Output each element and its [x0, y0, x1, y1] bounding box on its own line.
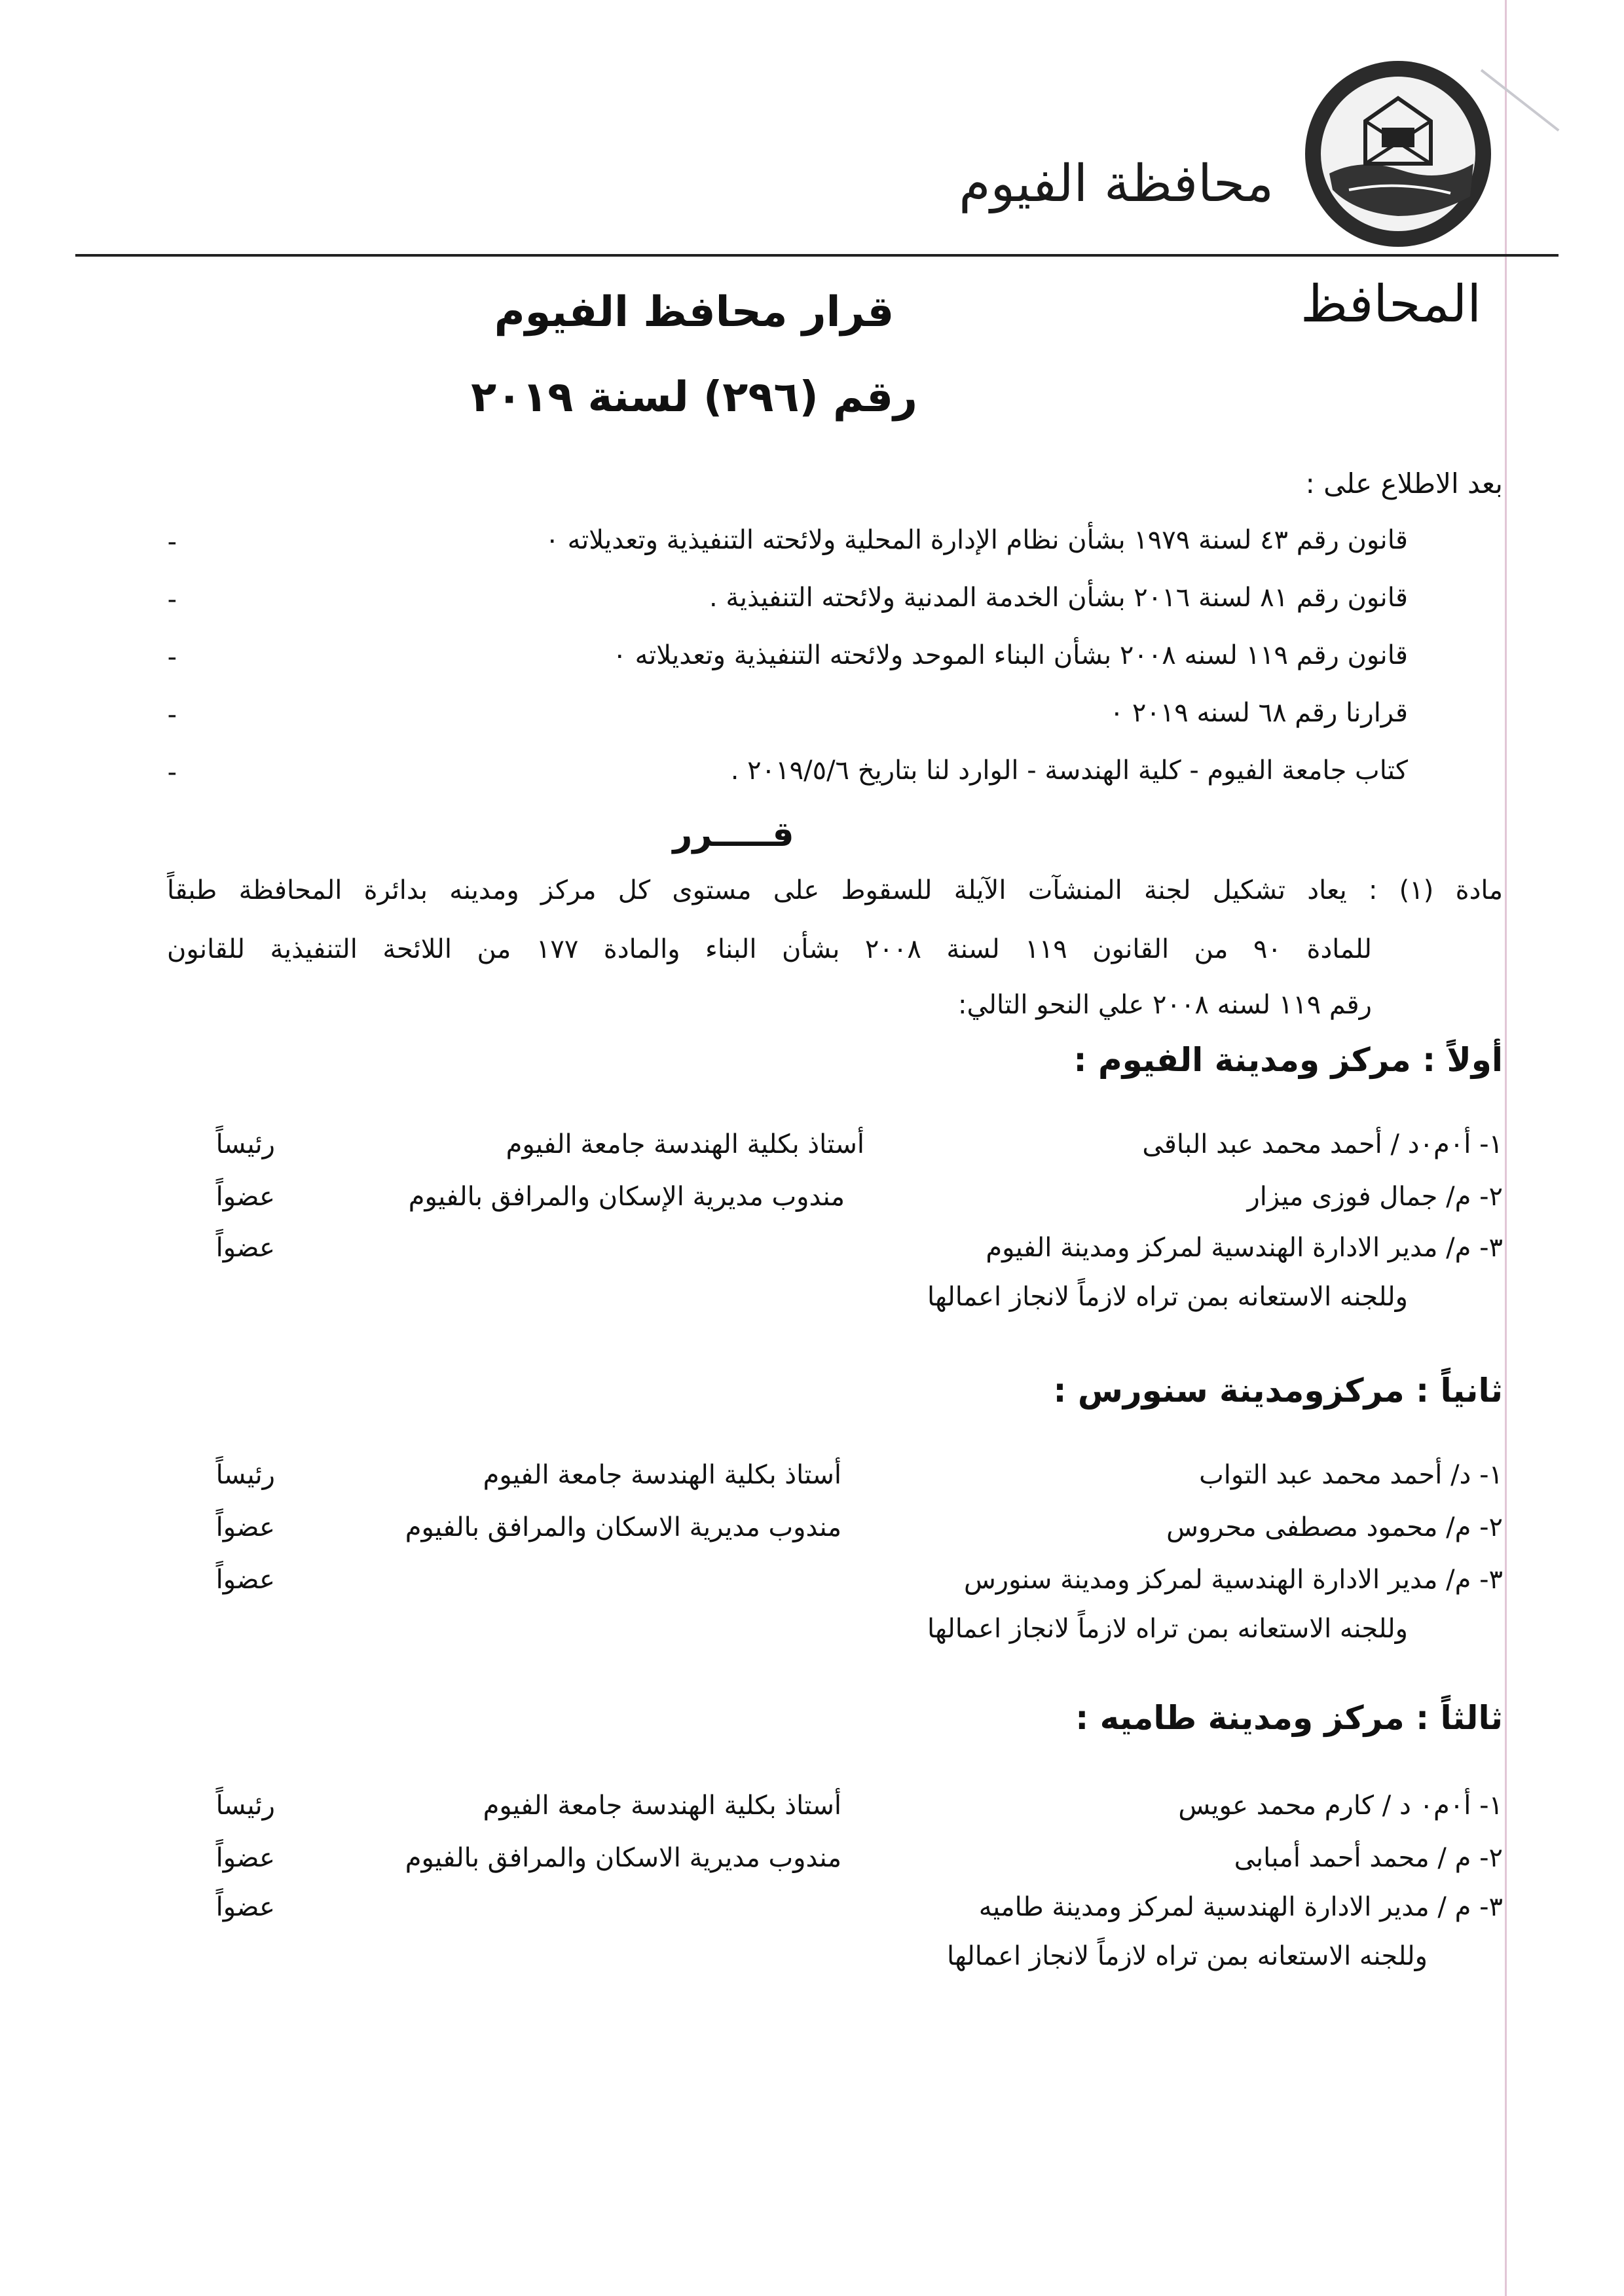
governor-label: المحافظ [1301, 275, 1481, 334]
preamble-item: قانون رقم ٨١ لسنة ٢٠١٦ بشأن الخدمة المدنية ولائحته التنفيذية . [709, 583, 1408, 613]
member-affiliation: مندوب مديرية الاسكان والمرافق بالفيوم [405, 1512, 841, 1542]
preamble-bullet: - [167, 757, 177, 788]
preamble-item: قانون رقم ٤٣ لسنة ١٩٧٩ بشأن نظام الإدارة المحلية ولائحته التنفيذية وتعديلاته ٠ [545, 525, 1408, 555]
member-role: عضواً [215, 1843, 275, 1873]
member-role: رئيساً [215, 1791, 275, 1821]
section-title-tamiya: ثالثاً : مركز ومدينة طاميه : [1075, 1699, 1503, 1737]
article-1-line-2: للمادة ٩٠ من القانون ١١٩ لسنة ٢٠٠٨ بشأن البناء والمادة ١٧٧ من اللائحة التنفيذية للقانون [167, 934, 1372, 964]
member-affiliation: أستاذ بكلية الهندسة جامعة الفيوم [483, 1460, 841, 1490]
article-1-line-3: رقم ١١٩ لسنه ٢٠٠٨ علي النحو التالي: [957, 990, 1372, 1020]
member-name: ٢- م/ محمود مصطفى محروس [1166, 1512, 1503, 1542]
decree-title: قرار محافظ الفيوم [494, 288, 895, 337]
preamble-item: كتاب جامعة الفيوم - كلية الهندسة - الوارد لنا بتاريخ ٢٠١٩/٥/٦ . [730, 756, 1408, 786]
decree-number: رقم (٢٩٦) لسنة ٢٠١٩ [471, 373, 917, 422]
preamble-intro: بعد الاطلاع على : [1305, 467, 1503, 500]
member-affiliation: أستاذ بكلية الهندسة جامعة الفيوم [483, 1791, 841, 1821]
member-name: ٣- م/ مدير الادارة الهندسية لمركز ومدينة سنورس [963, 1565, 1503, 1595]
member-affiliation: مندوب مديرية الاسكان والمرافق بالفيوم [405, 1843, 841, 1873]
header-divider [75, 254, 1559, 257]
governorate-name: محافظة الفيوم [959, 155, 1274, 213]
member-name: ٣- م / مدير الادارة الهندسية لمركز ومدينة طاميه [978, 1892, 1503, 1922]
member-name: ٢- م/ جمال فوزى ميزار [1247, 1182, 1503, 1212]
member-name: ١- أ٠م٠ د / كارم محمد عويس [1178, 1791, 1503, 1821]
governorate-seal-icon [1303, 59, 1493, 249]
member-affiliation: أستاذ بكلية الهندسة جامعة الفيوم [506, 1129, 864, 1159]
member-name: ٣- م/ مدير الادارة الهندسية لمركز ومدينة الفيوم [986, 1233, 1503, 1263]
member-role: رئيساً [215, 1460, 275, 1490]
member-role: عضواً [215, 1512, 275, 1542]
preamble-bullet: - [167, 527, 177, 557]
preamble-bullet: - [167, 700, 177, 730]
article-1-line-1: مادة (١) : يعاد تشكيل لجنة المنشآت الآيلة للسقوط على مستوى كل مركز ومدينه بدائرة المحافظة طبقاً [167, 875, 1504, 905]
decided-heading: قـــــرر [673, 815, 794, 854]
preamble-bullet: - [167, 642, 177, 672]
scan-edge-line [1505, 0, 1507, 2296]
preamble-item: قانون رقم ١١٩ لسنه ٢٠٠٨ بشأن البناء الموحد ولائحته التنفيذية وتعديلاته ٠ [612, 640, 1408, 670]
member-role: عضواً [215, 1182, 275, 1212]
assist-note: وللجنه الاستعانه بمن تراه لازماً لانجاز اعمالها [946, 1941, 1428, 1971]
preamble-bullet: - [167, 585, 177, 615]
assist-note: وللجنه الاستعانه بمن تراه لازماً لانجاز اعمالها [927, 1282, 1408, 1312]
member-role: رئيساً [215, 1129, 275, 1159]
member-role: عضواً [215, 1892, 275, 1922]
member-name: ٢- م / محمد أحمد أمبابى [1234, 1843, 1503, 1873]
member-affiliation: مندوب مديرية الإسكان والمرافق بالفيوم [408, 1182, 845, 1212]
assist-note: وللجنه الاستعانه بمن تراه لازماً لانجاز اعمالها [927, 1614, 1408, 1644]
member-name: ١- د/ أحمد محمد عبد التواب [1199, 1460, 1503, 1490]
section-title-fayoum: أولاً : مركز ومدينة الفيوم : [1073, 1041, 1503, 1079]
member-role: عضواً [215, 1565, 275, 1595]
member-name: ١- أ٠م٠د / أحمد محمد عبد الباقى [1142, 1129, 1503, 1159]
member-role: عضواً [215, 1233, 275, 1263]
preamble-item: قرارنا رقم ٦٨ لسنه ٢٠١٩ ٠ [1109, 698, 1408, 728]
section-title-sinnuris: ثانياً : مركزومدينة سنورس : [1053, 1372, 1503, 1410]
